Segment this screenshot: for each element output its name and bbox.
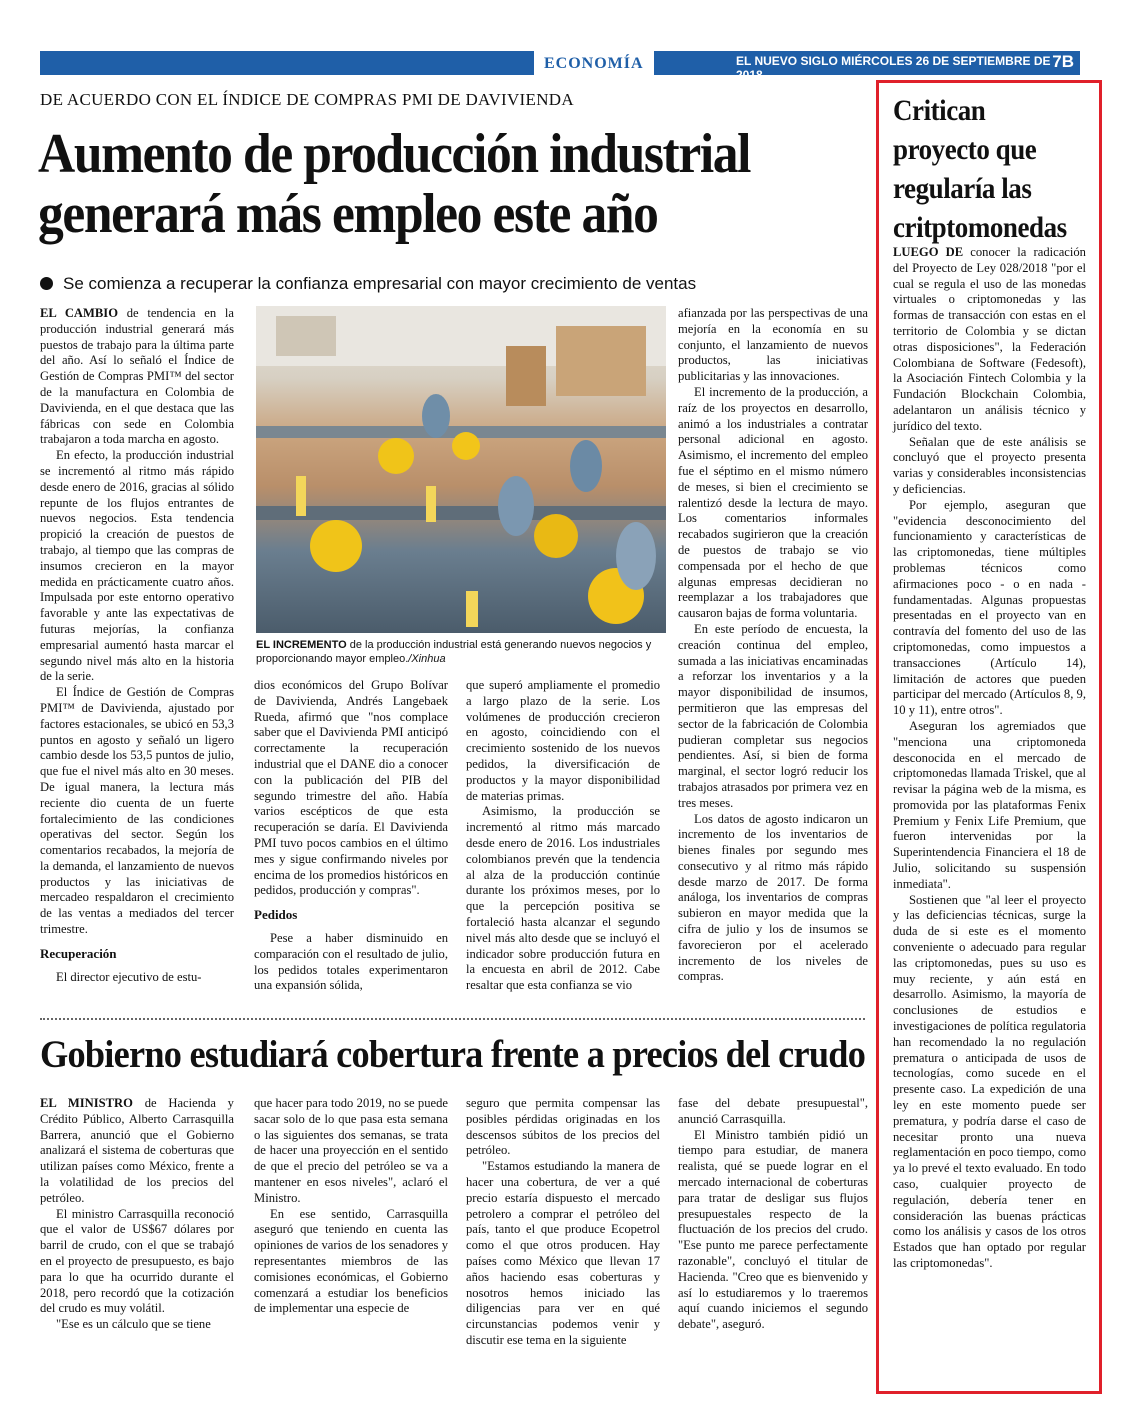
paragraph: dios económicos del Grupo Bolívar de Davivienda, Andrés Langebaek Rueda, afirmó que "nos complace saber que el Davivienda PMI anticipó correctamente la recuperación industrial que el DANE dio a conocer con la publicación del PIB del segundo trimestre del año. Había varios escépticos de que esta recuperación se daría. El Davivienda PMI tuvo pocos cambios en el último mes y sigue confirmando niveles por encima de los promedios históricos en pedidos, producción y compras". [254,678,448,898]
paragraph: "Ese es un cálculo que se tiene [56,1317,211,1332]
paragraph-text: de tendencia en la producción industrial generará más puestos de trabajo para la última parte del año. Así lo señaló el Índice de Gestión de Compras PMI™ del sector de la manufactura en Colombia de Davivienda, en el que destaca que las fábricas con sede en Colombia trabajaron a toda marcha en agosto. [40,306,234,447]
main-column-2 [254,678,448,994]
paper-date: EL NUEVO SIGLO MIÉRCOLES 26 DE SEPTIEMBRE DE 2018 [736,54,1051,82]
paragraph: Por ejemplo, aseguran que "evidencia desconocimiento del funcionamiento y características de las criptomonedas, tiene múltiples problemas técnicos como afirmaciones poco - o en nada - fundamentadas. Algunas propuestas presentadas en el proyecto van en contravía del fomento del uso de las criptomonedas, como impuestos a transacciones (Artículo 14), limitación de actores que pueden participar del mercado (Artículos 8, 9, 10 y 11), entre otros". [893,497,1086,718]
main-column-4 [678,306,868,985]
headline-line-1: Aumento de producción industrial [38,123,751,185]
section-banner [40,51,1080,82]
main-column-3 [466,678,660,994]
paragraph: En este período de encuesta, la creación continua del empleo, sumada a las iniciativas encaminadas a reforzar los inventarios y a la mayor disponibilidad de insumos, permitieron que las empresas del sector de la fabricación de Colombia pudieran completar sus negocios pendientes. Así, si bien de forma marginal, el sector logró reducir los trabajos atrasados por primera vez en tres meses. [678,621,868,810]
headline-line-2: generará más empleo este año [38,183,658,245]
sidebar-headline: Critican proyecto que regularía las critptomonedas [893,94,1067,244]
paragraph-text: conocer la radicación del Proyecto de Ley 028/2018 "por el cual se regula el uso de las monedas virtuales o criptomonedas y las formas de transacción con estas en el territorio de Colombia y se dictan otras disposiciones", la Federación Colombiana de Software (Fedesoft), la Asociación Fintech Colombia y la Fundación Blockchain Colombia, adelantaron un análisis técnico y jurídico del texto. [893,245,1086,433]
paragraph [40,306,234,448]
paragraph: que hacer para todo 2019, no se puede sacar solo de lo que pasa esta semana o las siguientes dos semanas, se trata de hacer una proyección en el sentido de que el precio del petróleo se va a mantener en esos niveles", aclaró el Ministro. [254,1096,448,1205]
lead-in: EL CAMBIO [40,306,118,320]
paragraph: El ministro Carrasquilla reconoció que el valor de US$67 dólares por barril de crudo, con el que se trabajó en el proyecto de presupuesto, es bajo para lo que ha ocurrido durante el 2018, pero recordó que la cotización del crudo es muy volátil. [40,1206,234,1316]
paragraph: afianzada por las perspectivas de una mejoría en la economía en su conjunto, el lanzamiento de nuevos productos, las iniciativas publicitarias y las innovaciones. [678,306,868,384]
sidebar-story [876,80,1102,1394]
paragraph: "Estamos estudiando la manera de hacer una cobertura, de ver a qué precio estaría dispuesto el mercado petrolero a comprar el petróleo del país, tanto el que produce Ecopetrol como el que otros producen. Hay países como México que llevan 17 años haciendo esas coberturas y nosotros hemos iniciado las diligencias para ver en qué circunstancias podemos venir y discutir ese tema en la siguiente [466,1159,660,1347]
second-column-1 [40,1096,234,1333]
story-divider [40,1018,865,1020]
caption-lead: EL INCREMENTO [256,639,347,651]
paragraph: Pese a haber disminuido en comparación con el resultado de julio, los pedidos totales experimentaron una expansión sólida, [254,930,448,993]
paragraph: que superó ampliamente el promedio a largo plazo de la serie. Los volúmenes de producción crecieron en agosto, coincidiendo con el crecimiento sostenido de los nuevos pedidos, la diversificación de productos y la mayor disponibilidad de materias primas. [466,678,660,803]
paragraph: El Ministro también pidió un tiempo para estudiar, de manera realista, qué se puede lograr en el mercado internacional de coberturas para tratar de desligar sus flujos presupuestales respecto de la fluctuación de los precios del crudo. "Ese punto me parece perfectamente razonable", concluyó el titular de Hacienda. "Creo que es bienvenido y así lo estudiaremos y lo traeremos aquí cuando iniciemos el segundo debate", aseguró. [678,1127,868,1332]
lead-in: LUEGO DE [893,245,964,259]
photo-caption [256,638,668,666]
kicker: DE ACUERDO CON EL ÍNDICE DE COMPRAS PMI DE DAVIVIENDA [40,90,574,109]
second-headline: Gobierno estudiará cobertura frente a precios del crudo [40,1033,866,1076]
paragraph-text: de Hacienda y Crédito Público, Alberto Carrasquilla Barrera, anunció que el Gobierno analizará el sistema de coberturas que utilizan países como México, frente a la volatilidad de los precios del petróleo. [40,1096,234,1205]
photo-illustration [256,306,666,633]
bullet-icon [40,277,53,290]
paragraph: En ese sentido, Carrasquilla aseguró que teniendo en cuenta las opiniones de varios de los senadores y representantes miembros de las comisiones económicas, el Gobierno comenzará a estudiar los beneficios de implementar una especie de [254,1206,448,1316]
lead-in: EL MINISTRO [40,1096,133,1110]
paragraph: El incremento de la producción, a raíz de los proyectos en desarrollo, animó a los industriales a contratar personal adicional en agosto. Asimismo, el incremento del empleo fue el séptimo en el mismo número de meses, si bien el crecimiento se ralentizó desde la lectura de mayo. Los comentarios informales recabados sugirieron que la creación de puestos de trabajo se vio compensada por el hecho de que algunas empresas decidieran no reemplazar a los trabajadores que causaron bajas de forma voluntaria. [678,384,868,621]
paragraph: El director ejecutivo de estu- [56,969,202,984]
section-label: ECONOMÍA [534,51,654,75]
caption-text: de la producción industrial está generando nuevos negocios y proporcionando mayor empleo. [256,639,652,665]
paragraph: Aseguran los agremiados que "menciona una criptomoneda desconocida en el mercado de criptomonedas llamada Triskel, que al revisar la página web de la misma, es promovida por las plataformas Fenix Premium y Fenix Life Premium, que fueron intervenidas por la Superintendencia Financiera el 18 de Julio, solicitando su suspensión inmediata". [893,718,1086,891]
main-headline [38,124,802,244]
second-column-2 [254,1096,448,1317]
paragraph: El Índice de Gestión de Compras PMI™ de Davivienda, ajustado por factores estacionales, se ubicó en 53,3 puntos en agosto y señaló un ligero cambio desde los 53,5 puntos de julio, que fue el nivel más alto en 30 meses. De igual manera, la lectura más reciente dio cuenta de un fuerte fortalecimiento de las condiciones operativas del sector. Según los comentarios recabados, la mejoría de la demanda, el lanzamiento de nuevos productos y las iniciativas de mercadeo respaldaron el crecimiento de las ventas a mediados del tercer trimestre. [40,685,234,937]
subhead-text: Se comienza a recuperar la confianza empresarial con mayor crecimiento de ventas [63,274,697,293]
paragraph: fase del debate presupuestal", anunció Carrasquilla. [678,1096,868,1126]
paragraph [40,1096,234,1207]
main-column-1 [40,306,234,985]
paragraph: Asimismo, la producción se incrementó al ritmo más marcado desde enero de 2016. Los industriales colombianos prevén que la tendencia al alza de la producción continúe durante los próximos meses, por lo que la percepción positiva se fortaleció hasta alcanzar el segundo nivel más alto desde que se incluyó el indicador sobre producción futura en la encuesta en abril de 2012. Cabe resaltar que esta confianza se vio [466,804,660,993]
second-column-4 [678,1096,868,1333]
sidebar-column [893,245,1086,1272]
paragraph: Sostienen que "al leer el proyecto y las deficiencias técnicas, surge la duda de si este es el momento conveniente o adecuado para regular las criptomonedas, pues su uso es muy reciente, y aún está en desarrollo. Asimismo, la mayoría de conclusiones de estudios e investigaciones de política regulatoria han recomendado la no regulación prematura o anticipada de usos de tecnologías, como sucede en el presente caso. La expedición de una ley en este momento puede ser prematura, y podría darse el caso de necesitar pronto una nueva reglamentación en poco tiempo, como ya lo prevé el texto evaluado. En todo caso, cualquier proyecto de regulación, debería tener en consideración las buenas prácticas como los análisis y casos de los otros Estados que han optado por regular las criptomonedas". [893,892,1086,1270]
page-number: 7B [1052,52,1074,71]
paragraph: En efecto, la producción industrial se incrementó al ritmo más rápido desde enero de 2016, gracias al sólido repunte de los flujos entrantes de nuevos negocios. Esta tendencia propició la creación de puestos de trabajo, al tiempo que las compras de insumos crecieron en la mayor medida en prácticamente cuatro años. Impulsada por este entorno operativo favorable y ante las expectativas de futuras mejorías, la confianza empresarial aumentó hasta marcar el segundo nivel más alto en la historia de la serie. [40,448,234,684]
section-subtitle: Pedidos [254,907,298,923]
subheadline [40,274,696,294]
factory-photo [256,306,666,633]
photo-credit: /Xinhua [408,653,446,665]
section-subtitle: Recuperación [40,945,117,961]
paragraph: Señalan que de este análisis se concluyó que el proyecto presenta varias y considerables inconsistencias y deficiencias. [893,434,1086,496]
paragraph [893,245,1086,435]
paragraph: seguro que permita compensar las posibles pérdidas originadas en los descensos súbitos de los precios del petróleo. [466,1096,660,1158]
paragraph: Los datos de agosto indicaron un incremento de los inventarios de bienes finales por segundo mes consecutivo y al ritmo más rápido desde marzo de 2017. De forma análoga, los inventarios de compras subieron en mayor medida que la cifra de julio y los de insumos se favorecieron por el acelerado incremento de los niveles de compras. [678,811,868,984]
second-column-3 [466,1096,660,1349]
